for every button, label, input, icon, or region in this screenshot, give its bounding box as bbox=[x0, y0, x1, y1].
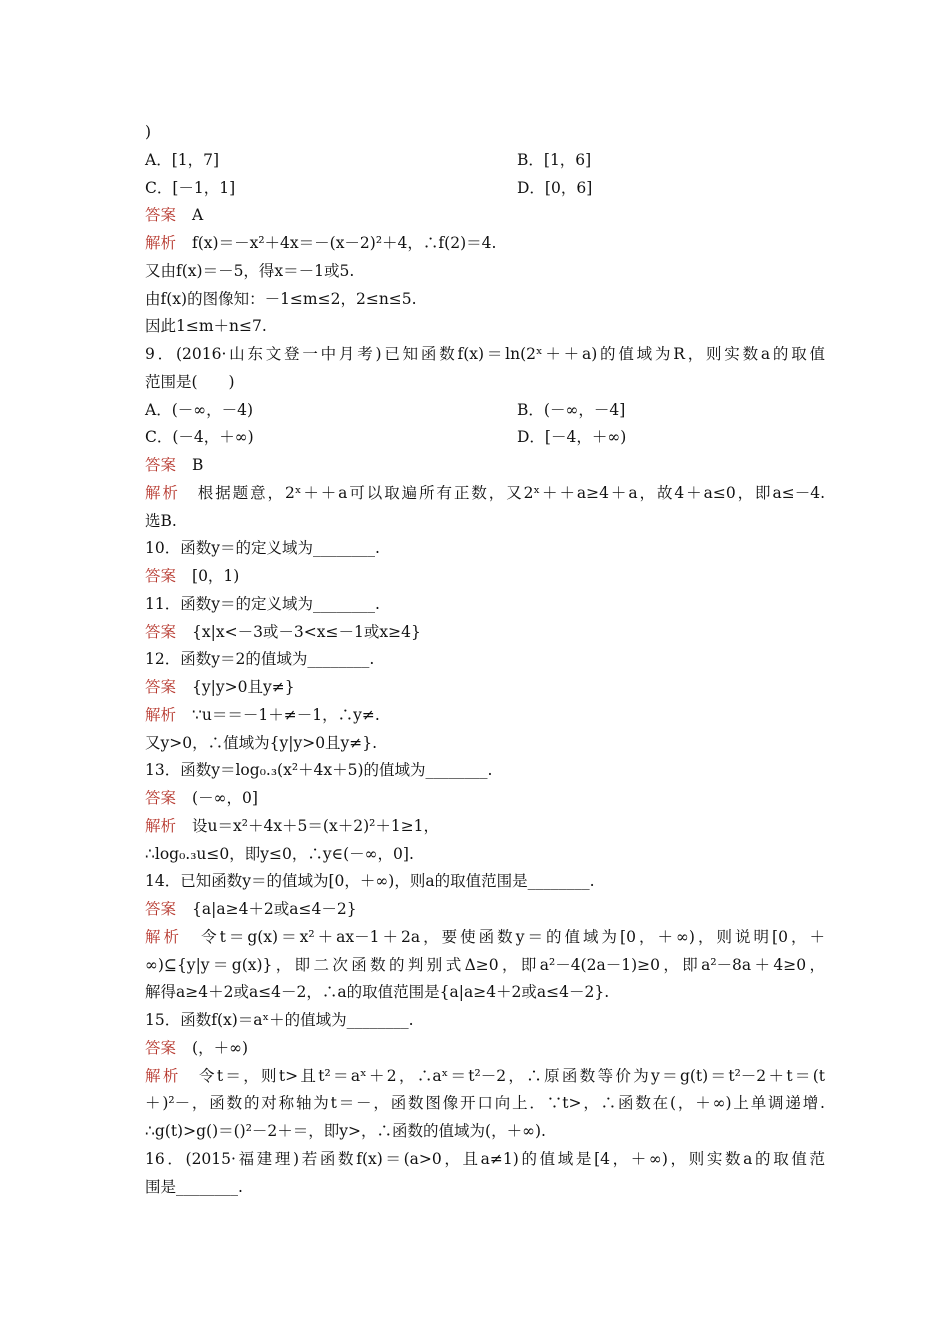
analysis-label: 解析 bbox=[145, 1066, 181, 1085]
answer-text: {x|x<－3或－3<x≤－1或x≥4} bbox=[192, 622, 421, 641]
answer-text: {a|a≥4＋2或a≤4－2} bbox=[192, 900, 357, 918]
analysis-label: 解析 bbox=[145, 483, 180, 502]
text-line: 11．函数y＝的定义域为________. bbox=[145, 594, 380, 613]
option-right: B．(－∞，－4] bbox=[517, 400, 626, 419]
option-right: D．[－4，＋∞) bbox=[517, 428, 627, 447]
text-line: 又由f(x)＝－5，得x＝－1或5. bbox=[145, 261, 355, 280]
text-line: 选B. bbox=[145, 511, 177, 530]
analysis-line bbox=[145, 927, 825, 947]
text-line: 12．函数y＝2的值域为________. bbox=[145, 650, 375, 669]
analysis-text: 令t＝g(x)＝x²＋ax－1＋2a，要使函数y＝的值域为[0，＋∞)，则说明[0，＋ bbox=[198, 927, 825, 946]
answer-line bbox=[145, 622, 825, 642]
option-left: C．[－1，1] bbox=[145, 178, 236, 197]
text-line: 14．已知函数y＝的值域为[0，＋∞)，则a的取值范围是________. bbox=[145, 872, 595, 891]
answer-text: B bbox=[192, 456, 204, 474]
answer-line bbox=[145, 566, 825, 586]
option-right: B．[1，6] bbox=[517, 150, 592, 169]
analysis-line bbox=[145, 816, 825, 836]
analysis-text: 设u＝x²＋4x＋5＝(x＋2)²＋1≥1， bbox=[192, 816, 440, 835]
analysis-line bbox=[145, 705, 825, 725]
analysis-label: 解析 bbox=[145, 816, 177, 835]
answer-line bbox=[145, 205, 825, 225]
analysis-line bbox=[145, 483, 825, 503]
text-line: ∴log₀.₃u≤0，即y≤0，∴y∈(－∞，0]. bbox=[145, 844, 414, 863]
text-line: ∴g(t)>g()＝()²－2＋＝，即y>，∴函数的值域为(，＋∞). bbox=[145, 1122, 546, 1140]
answer-label: 答案 bbox=[145, 567, 177, 585]
answer-line bbox=[145, 788, 825, 808]
answer-label: 答案 bbox=[145, 456, 177, 474]
answer-label: 答案 bbox=[145, 206, 177, 225]
answer-line bbox=[145, 455, 825, 475]
text-line: 9．(2016·山东文登一中月考)已知函数f(x)＝ln(2ˣ＋＋a)的值域为R，则实数a的取值 bbox=[145, 345, 825, 363]
analysis-label: 解析 bbox=[145, 927, 183, 946]
answer-text: {y|y>0且y≠} bbox=[192, 678, 295, 696]
answer-label: 答案 bbox=[145, 622, 177, 641]
option-row bbox=[145, 178, 825, 198]
answer-line bbox=[145, 899, 825, 919]
answer-text: [0，1) bbox=[192, 567, 240, 585]
text-line: 因此1≤m＋n≤7. bbox=[145, 317, 267, 336]
answer-text: A bbox=[192, 206, 204, 225]
analysis-line bbox=[145, 233, 825, 253]
text-line: 15．函数f(x)＝aˣ＋的值域为________. bbox=[145, 1011, 414, 1029]
analysis-text: 令t＝，则t>且t²＝aˣ＋2，∴aˣ＝t²－2，∴原函数等价为y＝g(t)＝t²－2＋t＝(t bbox=[196, 1066, 825, 1085]
text-line: 16．(2015·福建理)若函数f(x)＝(a>0，且a≠1)的值域是[4，＋∞)，则实数a的取值范 bbox=[145, 1149, 825, 1168]
text-line: ) bbox=[145, 123, 152, 141]
answer-label: 答案 bbox=[145, 789, 177, 807]
analysis-text: ∵u＝＝－1＋≠－1，∴y≠. bbox=[192, 705, 380, 724]
answer-line bbox=[145, 1038, 825, 1058]
answer-label: 答案 bbox=[145, 1038, 177, 1057]
text-line: 围是________. bbox=[145, 1177, 243, 1196]
answer-label: 答案 bbox=[145, 678, 177, 696]
analysis-text: f(x)＝－x²＋4x＝－(x－2)²＋4，∴f(2)＝4. bbox=[192, 234, 497, 252]
text-line: 13．函数y＝log₀.₃(x²＋4x＋5)的值域为________. bbox=[145, 761, 493, 780]
analysis-label: 解析 bbox=[145, 234, 177, 252]
text-line: ＋)²－，函数的对称轴为t＝－，函数图像开口向上．∵t>，∴函数在(，＋∞)上单调递增. bbox=[145, 1094, 825, 1113]
text-line: 又y>0，∴值域为{y|y>0且y≠}. bbox=[145, 733, 378, 752]
text-line: 范围是( ) bbox=[145, 372, 235, 391]
option-left: A．(－∞，－4) bbox=[145, 400, 254, 419]
analysis-line bbox=[145, 1066, 825, 1086]
option-row bbox=[145, 427, 825, 447]
option-row bbox=[145, 150, 825, 170]
text-line: 10．函数y＝的定义域为________. bbox=[145, 539, 380, 558]
text-line: 由f(x)的图像知：－1≤m≤2，2≤n≤5. bbox=[145, 289, 417, 308]
option-left: A．[1，7] bbox=[145, 150, 220, 169]
option-row bbox=[145, 400, 825, 420]
option-right: D．[0，6] bbox=[517, 178, 593, 197]
option-left: C．(－4，＋∞) bbox=[145, 428, 254, 447]
text-line: 解得a≥4＋2或a≤4－2，∴a的取值范围是{a|a≥4＋2或a≤4－2}. bbox=[145, 983, 610, 1002]
answer-line bbox=[145, 677, 825, 697]
analysis-text: 根据题意，2ˣ＋＋a可以取遍所有正数，又2ˣ＋＋a≥4＋a，故4＋a≤0，即a≤－4. bbox=[195, 483, 825, 502]
analysis-label: 解析 bbox=[145, 705, 177, 724]
answer-text: (－∞，0] bbox=[192, 789, 258, 807]
answer-label: 答案 bbox=[145, 900, 177, 918]
text-line: ∞)⊆{y|y＝g(x)}，即二次函数的判别式Δ≥0，即a²－4(2a－1)≥0，即a²－8a＋4≥0， bbox=[145, 955, 825, 974]
answer-text: (，＋∞) bbox=[192, 1038, 249, 1057]
